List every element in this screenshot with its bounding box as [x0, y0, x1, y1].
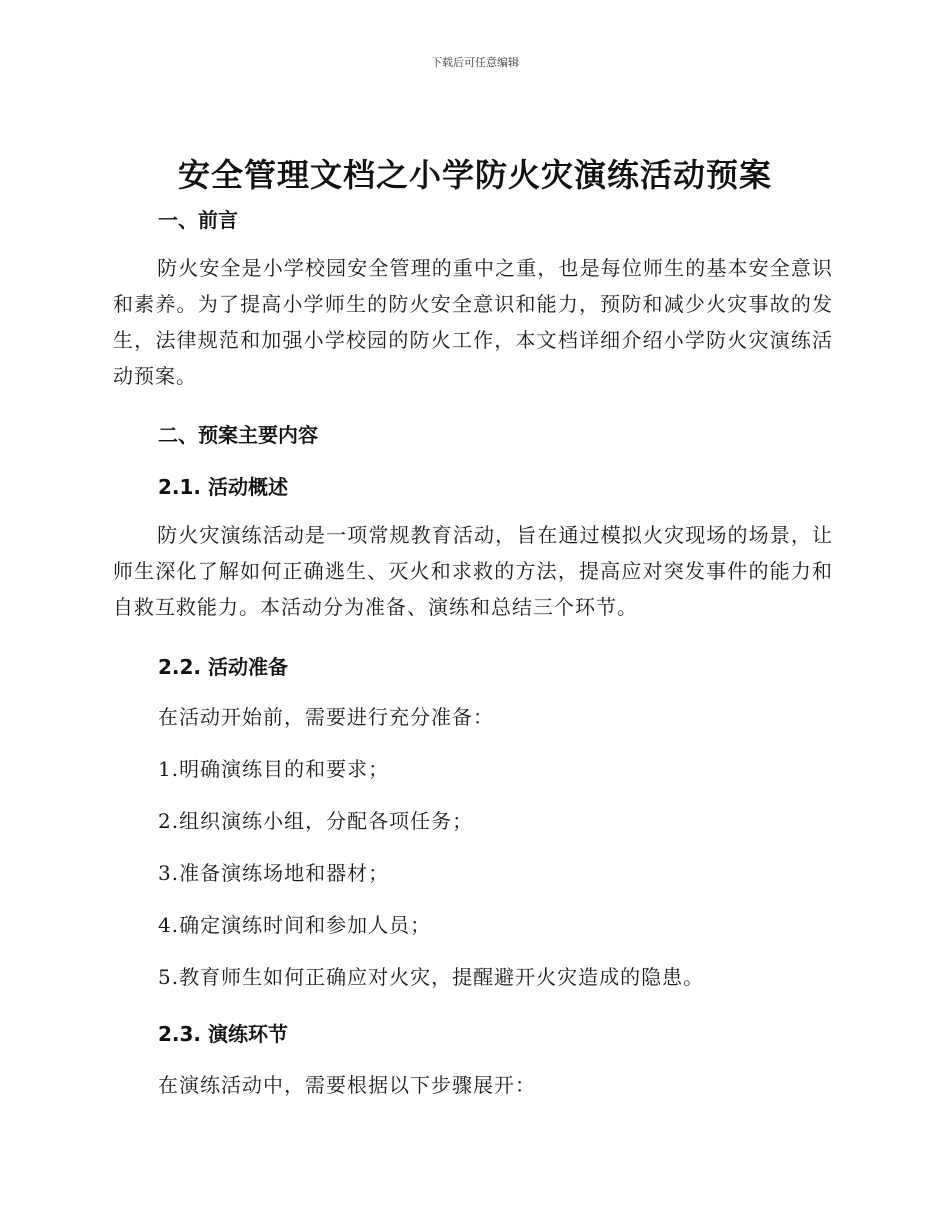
list-item: 2.组织演练小组，分配各项任务； — [158, 809, 474, 833]
subsection-heading-overview: 2.1. 活动概述 — [158, 475, 288, 499]
list-item: 5.教育师生如何正确应对火灾，提醒避开火灾造成的隐患。 — [158, 965, 705, 989]
list-item: 4.确定演练时间和参加人员； — [158, 913, 432, 937]
overview-paragraph — [113, 517, 833, 625]
preface-paragraph — [113, 250, 833, 394]
list-item: 1.明确演练目的和要求； — [158, 757, 390, 781]
preparation-intro: 在活动开始前，需要进行充分准备： — [158, 705, 494, 729]
section-heading-main-content: 二、预案主要内容 — [158, 423, 318, 447]
overview-paragraph-text: 防火灾演练活动是一项常规教育活动，旨在通过模拟火灾现场的场景，让师生深化了解如何正确逃生、灭火和求救的方法，提高应对突发事件的能力和自救互救能力。本活动分为准备、演练和总结三个环节。 — [113, 523, 833, 619]
drill-steps-intro: 在演练活动中，需要根据以下步骤展开： — [158, 1073, 536, 1097]
document-title: 安全管理文档之小学防火灾演练活动预案 — [177, 156, 772, 194]
subsection-heading-preparation: 2.2. 活动准备 — [158, 655, 288, 679]
preface-paragraph-text: 防火安全是小学校园安全管理的重中之重，也是每位师生的基本安全意识和素养。为了提高小学师生的防火安全意识和能力，预防和减少火灾事故的发生，法律规范和加强小学校园的防火工作，本文档详细介绍小学防火灾演练活动预案。 — [113, 256, 833, 388]
list-item: 3.准备演练场地和器材； — [158, 861, 390, 885]
subsection-heading-drill-steps: 2.3. 演练环节 — [158, 1022, 288, 1046]
section-heading-preface: 一、前言 — [158, 208, 238, 232]
page-header-note: 下载后可任意编辑 — [431, 56, 519, 69]
